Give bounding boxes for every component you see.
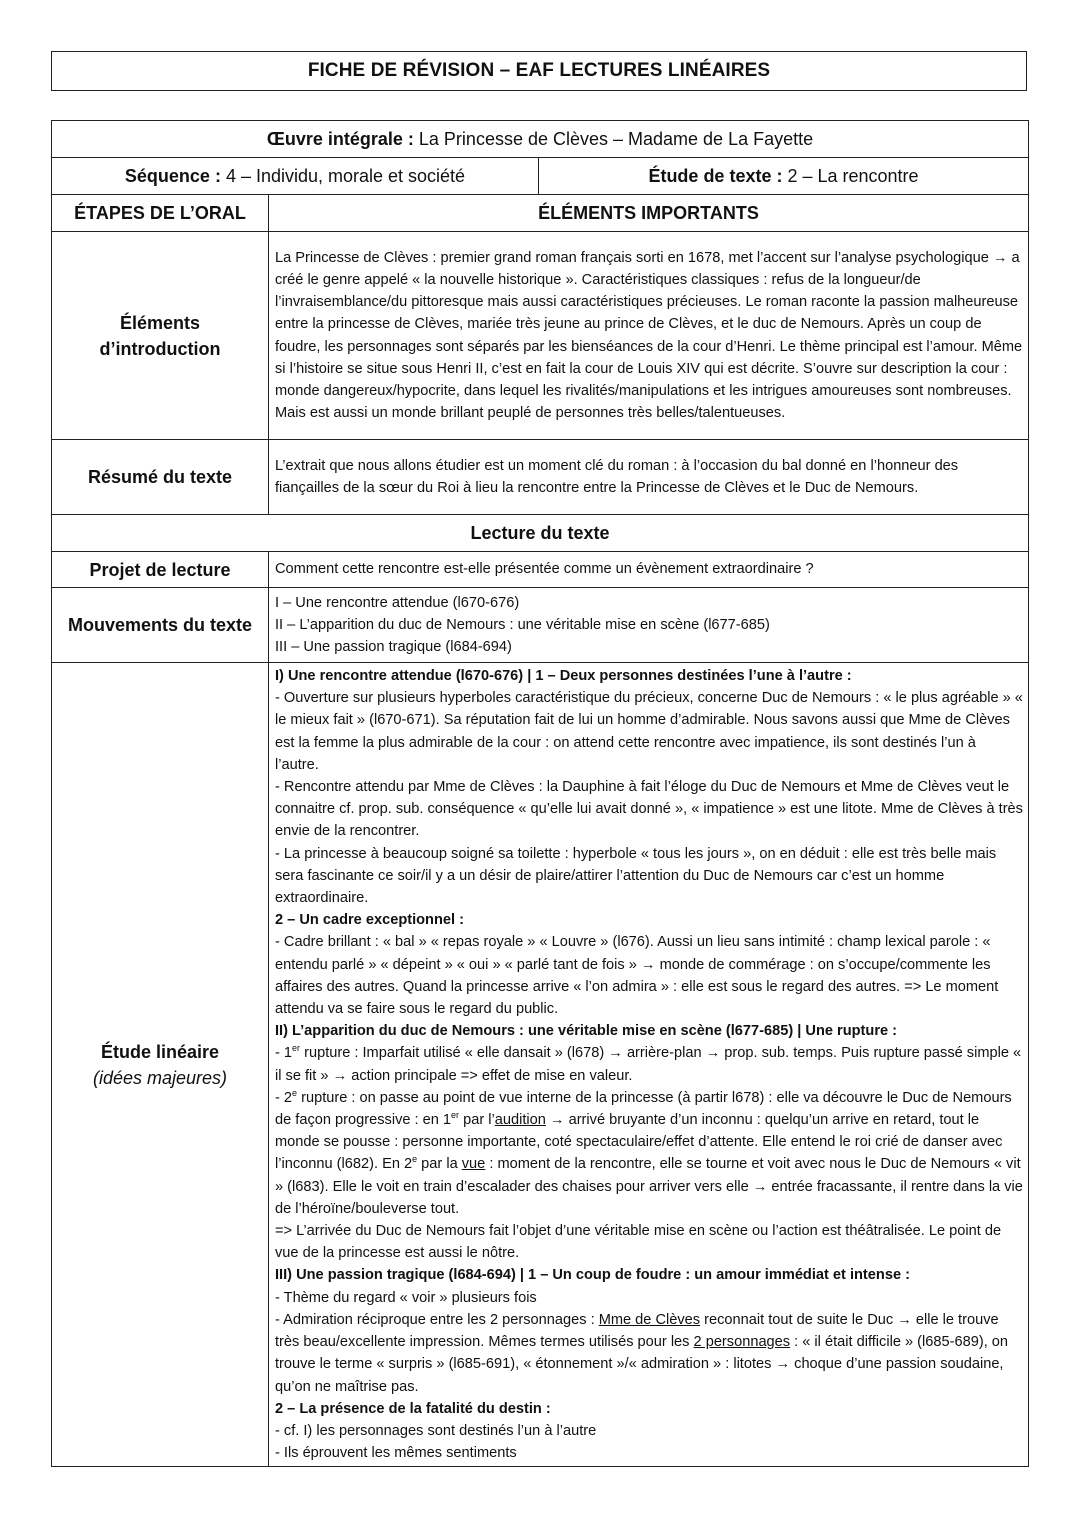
etude-value: 2 – La rencontre [782,165,919,186]
text-span: : « il était difficile » (l685-689), on trouve le terme « surpris » (l685-691), « étonnement »/« admiration » : litotes → choque d’une passion soudaine, qu’on ne maîtrise pas. [275,1334,1009,1395]
resume-row [52,440,1029,515]
superscript: er [451,1110,460,1121]
mouvements-list [269,588,1029,663]
resume-text: L’extrait que nous allons étudier est un moment clé du roman : à l’occasion du bal donné en l’honneur des fiançailles de la sœur du Roi à lieu la rencontre entre la Princesse de Clèves et le Duc de Nemours. [269,440,1029,515]
underlined-word: 2 personnages [693,1334,791,1351]
section-heading: I) Une rencontre attendue (l670-676) | 1 – Deux personnes destinées l’une à l’autre : [275,668,852,684]
text-span: → arrivé bruyante d’un inconnu : quelqu’un arrive en retard, tout le monde se pousse : personne importante, coté spectaculaire/effet d’attente. Elle entend le roi crié de danser avec l’inconnu (l682). En 2 [275,1112,1003,1173]
text-span: par l’ [459,1112,495,1129]
text-span: - 2 [275,1089,293,1106]
underlined-word: Mme de Clèves [598,1311,701,1328]
etude-lineaire-subtitle: (idées majeures) [92,1067,228,1088]
paragraph [275,1309,1023,1398]
paragraph: - Ils éprouvent les mêmes sentiments [275,1445,517,1462]
etude-label: Étude de texte : [648,165,783,186]
section-heading: 2 – Un cadre exceptionnel : [275,912,464,929]
mouvement-item: III – Une passion tragique (l684-694) [275,639,512,656]
projet-text: Comment cette rencontre est-elle présentée comme un évènement extraordinaire ? [269,552,1029,588]
etude-lineaire-title: Étude linéaire [100,1041,220,1062]
text-span: rupture : on passe au point de vue interne de la princesse (à partir l678) : elle va découvre le Duc de Nemours de façon progressive : en 1 [275,1089,1012,1129]
sequence-value: 4 – Individu, morale et société [220,165,466,186]
text-span: rupture : Imparfait utilisé « elle dansait » (l678) → arrière-plan → prop. sub. temps. Puis rupture passé simple « il se fit » → action principale => effet de mise en valeur. [275,1045,1022,1084]
oeuvre-label: Œuvre intégrale : [266,128,414,149]
intro-label [52,232,269,440]
mouvement-item: II – L’apparition du duc de Nemours : une véritable mise en scène (l677-685) [275,616,770,633]
paragraph: - cf. I) les personnages sont destinés l’un à l’autre [275,1422,597,1439]
projet-row [52,552,1029,588]
text-span: par la [417,1156,462,1173]
sequence-row [52,158,1029,195]
superscript: e [292,1088,298,1098]
sequence-label: Séquence : [124,165,221,186]
column-header-left: ÉTAPES DE L’ORAL [52,195,269,232]
lecture-header: Lecture du texte [52,515,1029,552]
superscript: e [412,1154,418,1165]
paragraph: => L’arrivée du Duc de Nemours fait l’objet d’une véritable mise en scène ou l’action est théâtralisée. Le point de vue de la princesse est aussi le nôtre. [275,1223,1002,1262]
section-heading: II) L’apparition du duc de Nemours : une véritable mise en scène (l677-685) | Une rupture : [275,1023,898,1040]
underlined-word: vue [461,1156,486,1173]
revision-table [51,120,1029,1467]
paragraph [275,1087,1023,1220]
lecture-row [52,515,1029,552]
etude-lineaire-label [52,663,269,1467]
superscript: er [292,1043,301,1054]
etude-lineaire-content [269,663,1029,1467]
projet-label: Projet de lecture [52,552,269,588]
intro-label-line2: d’introduction [99,338,221,359]
mouvements-row [52,588,1029,663]
text-span: reconnait tout de suite le Duc → elle le trouve très beau/excellente impression. Mêmes termes utilisés pour les [275,1311,999,1351]
text-span: : moment de la rencontre, elle se tourne et voit avec nous le Duc de Nemours « vit » (l683). Elle le voit en train d’escalader des chaises pour arriver vers elle → entrée fracassante, il rentre dans la vie de l’héroïne/bouleverse tout. [275,1156,1023,1217]
text-span: - 1 [275,1045,293,1062]
section-heading: 2 – La présence de la fatalité du destin : [275,1400,551,1417]
paragraph [275,1042,1023,1086]
sequence-cell [52,158,539,195]
oeuvre-row [52,121,1029,158]
resume-label: Résumé du texte [52,440,269,515]
paragraph: - Ouverture sur plusieurs hyperboles caractéristique du précieux, concerne Duc de Nemours : « le plus agréable » « le mieux fait » (l670-671). Sa réputation fait de lui un homme d’admirable. Nous savons aussi que Mme de Clèves est la femme la plus admirable de la cour : on attend cette rencontre avec impatience, ils sont destinés l’un à l’autre. [275,690,1023,773]
mouvement-item: I – Une rencontre attendue (l670-676) [275,594,520,611]
intro-text: La Princesse de Clèves : premier grand roman français sorti en 1678, met l’accent sur l’analyse psychologique → a créé le genre appelé « la nouvelle historique ». Caractéristiques classiques : refus de la longueur/de l’invraisemblance/du pittoresque mais aussi caractéristiques précieuses. Le roman raconte la passion malheureuse entre la princesse de Clèves, mariée très jeune au prince de Clèves, et le duc de Nemours. Après un coup de foudre, les personnages sont séparés par les bienséances de la cour d’Henri. Le thème principal est l’amour. Même si l’histoire se situe sous Henri II, c’est en fait la cour de Louis XIV qui est décrite. S’ouvre sur description la cour : monde dangereux/hypocrite, dans lequel les rivalités/manipulations et les intrigues amoureuses sont nombreuses. Mais est aussi un monde brillant peuplé de personnes très belles/talentueuses. [269,232,1029,440]
paragraph: - Rencontre attendu par Mme de Clèves : la Dauphine à fait l’éloge du Duc de Nemours et Mme de Clèves veut le connaitre cf. prop. sub. conséquence « qu’elle lui avait donné », « impatience » est une litote. Mme de Clèves à très envie de la rencontrer. [275,779,1023,840]
section-heading: III) Une passion tragique (l684-694) | 1 – Un coup de foudre : un amour immédiat et intense : [275,1267,910,1284]
etude-cell [539,158,1029,195]
paragraph: - La princesse à beaucoup soigné sa toilette : hyperbole « tous les jours », on en déduit : elle est très belle mais sera fascinante ce soir/il y a un désir de plaire/attirer l’attention du Duc de Nemours car c’est un homme extraordinaire. [275,845,997,907]
etude-lineaire-row [52,663,1029,1467]
oeuvre-cell [52,121,1029,158]
page-title: FICHE DE RÉVISION – EAF LECTURES LINÉAIRES [51,51,1027,91]
paragraph: - Cadre brillant : « bal » « repas royale » « Louvre » (l676). Aussi un lieu sans intimité : champ lexical parole : « entendu parlé » « dépeint » « oui » « parlé tant de fois » → monde de commérage : on s’occupe/commente les affaires des autres. Quand la princesse arrive « l’on admira » : elle est sous le regard des autres. => Le moment attendu va se faire sous le regard du public. [275,934,999,1018]
intro-row [52,232,1029,440]
underlined-word: audition [494,1112,546,1129]
text-span: - Admiration réciproque entre les 2 personnages : [275,1311,599,1328]
oeuvre-value: La Princesse de Clèves – Madame de La Fayette [413,128,814,149]
mouvements-label: Mouvements du texte [52,588,269,663]
paragraph: - Thème du regard « voir » plusieurs fois [275,1289,537,1306]
columns-row [52,195,1029,232]
intro-label-line1: Éléments [119,312,201,333]
column-header-right: ÉLÉMENTS IMPORTANTS [269,195,1029,232]
